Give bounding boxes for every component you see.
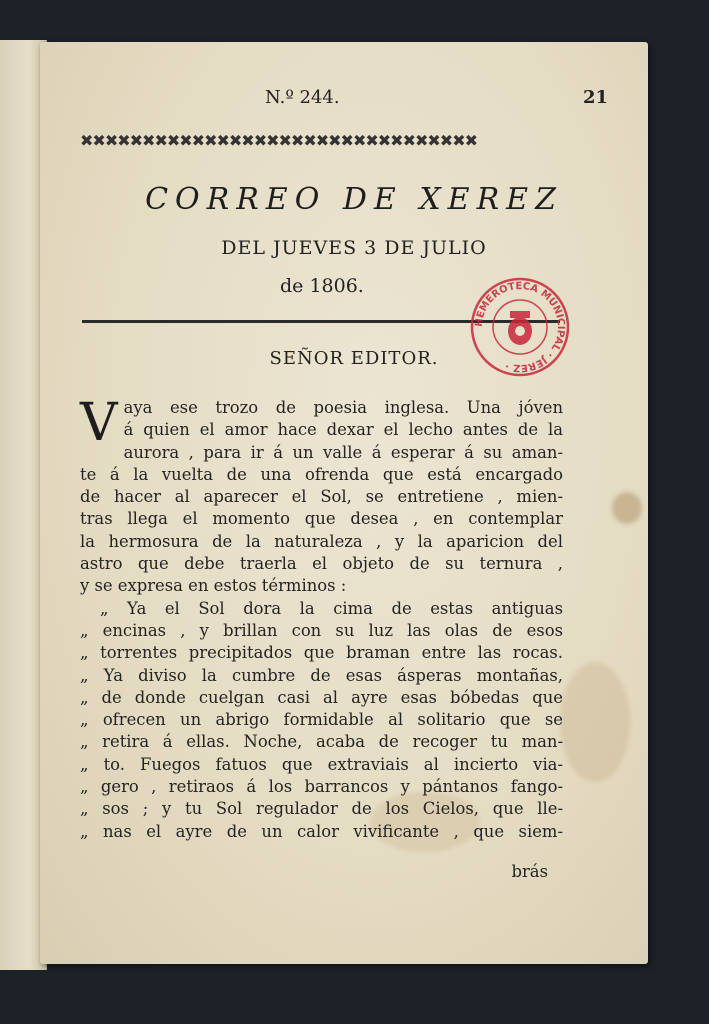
dateline-year: de 1806. <box>280 275 364 297</box>
text-line: astro que debe traerla el objeto de su ternura , <box>80 554 563 574</box>
dateline: DEL JUEVES 3 DE JULIO <box>221 237 487 259</box>
masthead-title: CORREO DE XEREZ <box>145 182 563 217</box>
text-line: „ to. Fuegos fatuos que extraviais al incierto via- <box>80 754 563 774</box>
text-line: „ ofrecen un abrigo formidable al solitario que se <box>80 710 563 730</box>
text-line: „ gero , retiraos á los barrancos y pántanos fango- <box>80 777 563 797</box>
text-line: á quien el amor hace dexar el lecho antes de la <box>123 420 563 440</box>
stamp-text: HEMEROTECA MUNICIPAL · JEREZ · <box>473 280 567 374</box>
text-line: te á la vuelta de una ofrenda que está encargado <box>80 464 563 484</box>
text-line: „ Ya el Sol dora la cima de estas antiguas <box>100 598 563 618</box>
text-line: „ sos ; y tu Sol regulador de los Cielos, que lle- <box>80 799 563 819</box>
section-heading: SEÑOR EDITOR. <box>269 348 439 369</box>
text-line: tras llega el momento que desea , en contemplar <box>80 509 563 529</box>
text-line: „ de donde cuelgan casi al ayre esas bóbedas que <box>80 687 563 707</box>
article-body <box>80 393 563 843</box>
ornament-pattern: ✖✖✖✖✖✖✖✖✖✖✖✖✖✖✖✖✖✖✖✖✖✖✖✖✖✖✖✖✖✖✖✖ <box>80 132 477 150</box>
stain <box>612 492 642 524</box>
text-line: „ retira á ellas. Noche, acaba de recoger tu man- <box>80 732 563 752</box>
page-number: 21 <box>582 87 608 108</box>
issue-number: N.º 244. <box>265 87 340 108</box>
drop-cap: V <box>80 393 118 453</box>
stain <box>560 662 630 782</box>
text-line: la hermosura de la naturaleza , y la aparicion del <box>80 531 563 551</box>
text-line: y se expresa en estos términos : <box>80 576 347 596</box>
text-line: aya ese trozo de poesia inglesa. Una jóven <box>123 398 563 417</box>
newspaper-page <box>40 42 648 964</box>
text-line: „ encinas , y brillan con su luz las olas de esos <box>80 620 563 640</box>
text-line: „ nas el ayre de un calor vivificante , que siem- <box>80 821 563 841</box>
text-line: „ Ya diviso la cumbre de esas ásperas montañas, <box>80 665 563 685</box>
catchword: brás <box>511 862 548 881</box>
text-line: de hacer al aparecer el Sol, se entretiene , mien- <box>80 487 563 507</box>
text-line: aurora , para ir á un valle á esperar á su aman- <box>123 442 563 462</box>
crest-icon <box>508 311 532 345</box>
ornament-rule <box>80 132 560 150</box>
text-line: „ torrentes precipitados que braman entre las rocas. <box>80 643 563 663</box>
